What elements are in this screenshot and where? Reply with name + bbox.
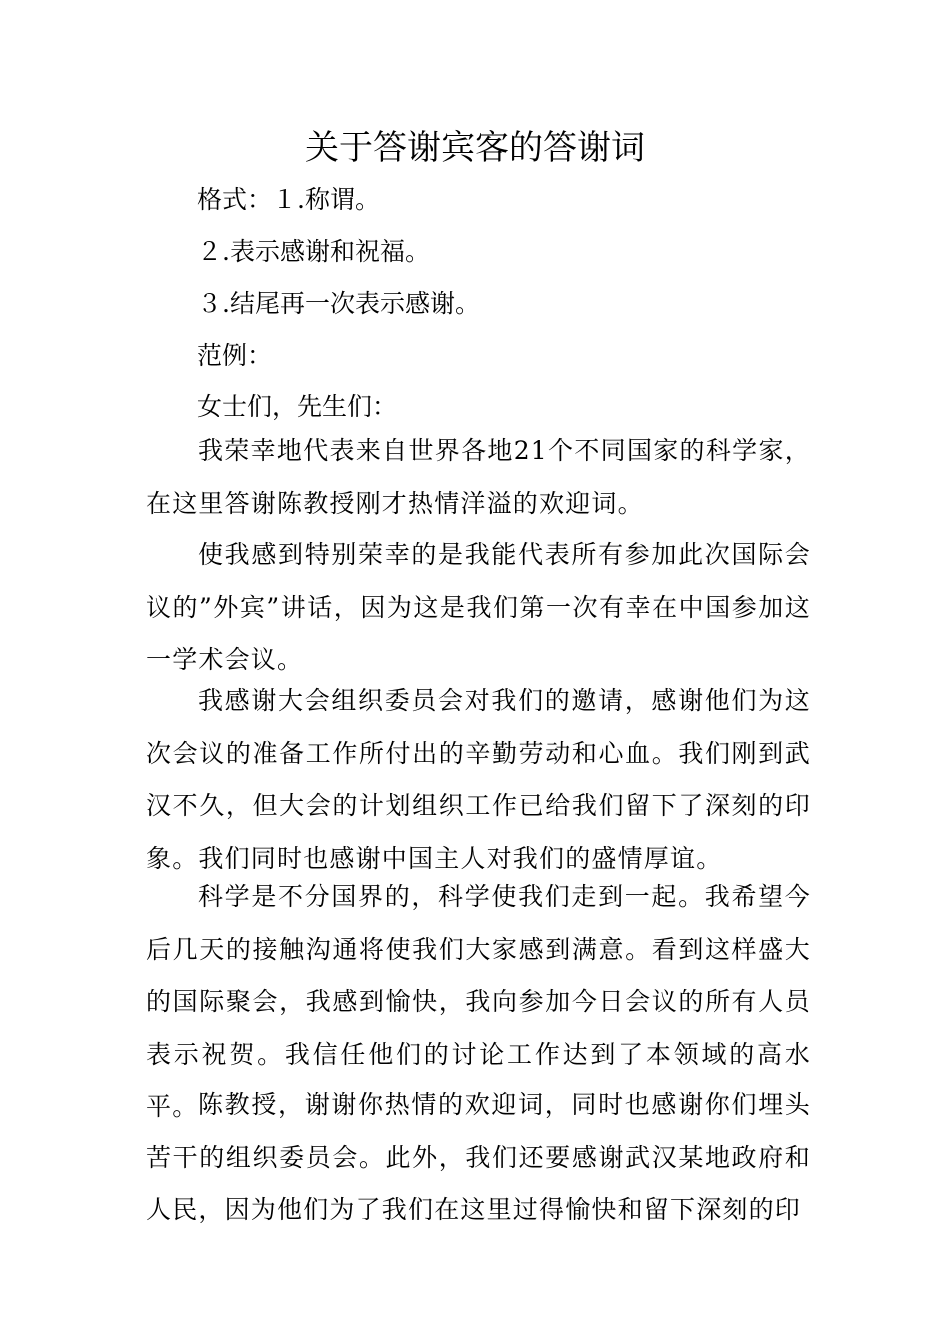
paragraph-2: 使我感到特别荣幸的是我能代表所有参加此次国际会议的”外宾”讲话，因为这是我们第一次有幸在中国参加这一学术会议。	[146, 540, 811, 674]
paragraph-1: 我荣幸地代表来自世界各地21个不同国家的科学家，在这里答谢陈教授刚才热情洋溢的欢迎词。	[146, 436, 811, 518]
format-item-3: ３.结尾再一次表示感谢。	[197, 289, 480, 318]
document-title: 关于答谢宾客的答谢词	[305, 128, 645, 168]
format-item-2: ２.表示感谢和祝福。	[197, 237, 430, 266]
example-label: 范例：	[197, 341, 273, 370]
format-label: 格式：１.称谓。	[197, 185, 380, 214]
paragraph-5: 陈教授，谢谢你热情的欢迎词，同时也感谢你们埋头苦干的组织委员会。此外，我们还要感谢武汉某地政府和人民，因为他们为了我们在这里过得愉快和留下深刻的印	[146, 1090, 811, 1224]
paragraph-3: 我感谢大会组织委员会对我们的邀请，感谢他们为这次会议的准备工作所付出的辛勤劳动和心血。我们刚到武汉不久，但大会的计划组织工作已给我们留下了深刻的印象。我们同时也感谢中国主人对我们的盛情厚谊。	[146, 686, 811, 873]
salutation: 女士们，先生们：	[197, 392, 398, 421]
paragraph-4: 科学是不分国界的，科学使我们走到一起。我希望今后几天的接触沟通将使我们大家感到满意。看到这样盛大的国际聚会，我感到愉快，我向参加今日会议的所有人员表示祝贺。我信任他们的讨论工作达到了本领域的高水平。	[146, 882, 811, 1121]
